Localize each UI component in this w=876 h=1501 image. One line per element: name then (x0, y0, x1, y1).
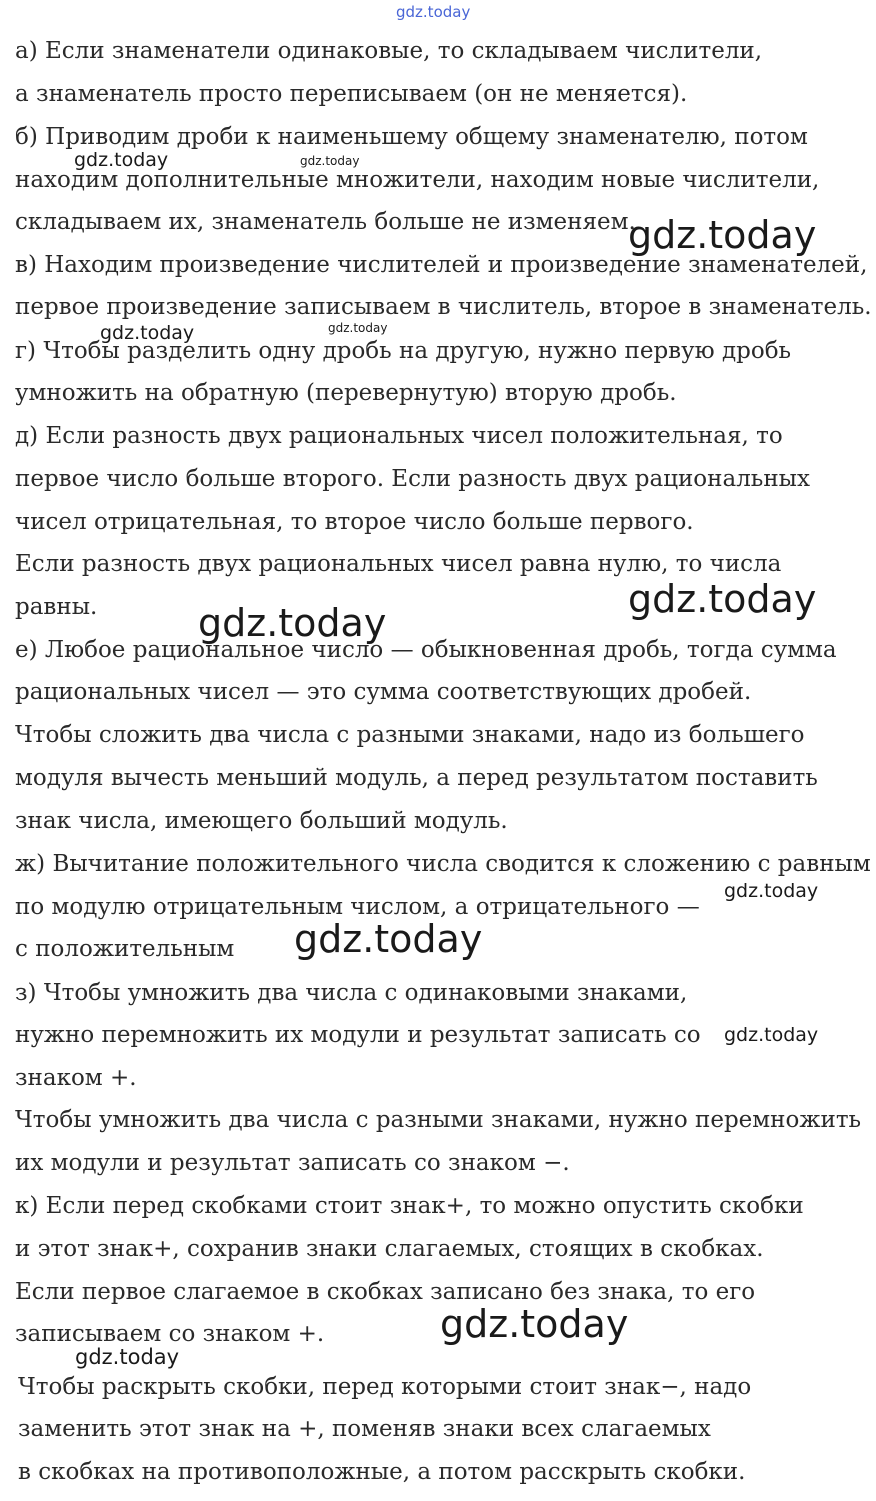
text-line: с положительным (15, 936, 235, 962)
text-line: первое число больше второго. Если разность двух рациональных (15, 466, 810, 492)
watermark: gdz.today (628, 213, 817, 257)
text-line: в скобках на противоположные, а потом расскрыть скобки. (18, 1459, 746, 1485)
text-line: рациональных чисел — это сумма соответствующих дробей. (15, 679, 752, 705)
text-line: б) Приводим дроби к наименьшему общему знаменателю, потом (15, 124, 808, 150)
watermark: gdz.today (328, 321, 388, 335)
text-line: Чтобы умножить два числа с разными знаками, нужно перемножить (15, 1107, 862, 1133)
text-line: умножить на обратную (перевернутую) вторую дробь. (15, 380, 677, 406)
text-line: равны. (15, 594, 98, 620)
text-line: ж) Вычитание положительного числа сводится к сложению с равным (15, 851, 871, 877)
watermark: gdz.today (724, 1024, 819, 1046)
text-line: по модулю отрицательным числом, а отрицательного — (15, 894, 700, 920)
text-line: Чтобы раскрыть скобки, перед которыми стоит знак−, надо (18, 1374, 752, 1400)
watermark: gdz.today (198, 601, 387, 645)
text-line: модуля вычесть меньший модуль, а перед результатом поставить (15, 765, 818, 791)
text-line: находим дополнительные множители, находим новые числители, (15, 167, 820, 193)
watermark: gdz.today (75, 1345, 180, 1369)
text-line: знаком +. (15, 1065, 137, 1091)
text-line: знак числа, имеющего больший модуль. (15, 808, 508, 834)
watermark: gdz.today (440, 1302, 629, 1346)
watermark: gdz.today (628, 577, 817, 621)
text-line: а знаменатель просто переписываем (он не меняется). (15, 81, 688, 107)
text-line: е) Любое рациональное число — обыкновенная дробь, тогда сумма (15, 637, 837, 663)
text-line: Чтобы сложить два числа с разными знаками, надо из большего (15, 722, 805, 748)
text-line: складываем их, знаменатель больше не изменяем. (15, 209, 636, 235)
watermark: gdz.today (294, 917, 483, 961)
text-line: чисел отрицательная, то второе число больше первого. (15, 509, 694, 535)
text-line: в) Находим произведение числителей и произведение знаменателей, (15, 252, 868, 278)
watermark: gdz.today (100, 322, 195, 344)
text-line: к) Если перед скобками стоит знак+, то можно опустить скобки (15, 1193, 804, 1219)
text-line: Если первое слагаемое в скобках записано без знака, то его (15, 1279, 756, 1305)
text-line: и этот знак+, сохранив знаки слагаемых, стоящих в скобках. (15, 1236, 764, 1262)
text-line: записываем со знаком +. (15, 1321, 325, 1347)
text-line: их модули и результат записать со знаком −. (15, 1150, 570, 1176)
watermark: gdz.today (724, 880, 819, 902)
text-line: а) Если знаменатели одинаковые, то складываем числители, (15, 38, 763, 64)
watermark: gdz.today (74, 149, 169, 171)
text-line: д) Если разность двух рациональных чисел положительная, то (15, 423, 783, 449)
text-line: заменить этот знак на +, поменяв знаки всех слагаемых (18, 1416, 711, 1442)
watermark: gdz.today (300, 154, 360, 168)
text-line: г) Чтобы разделить одну дробь на другую, нужно первую дробь (15, 338, 792, 364)
text-line: нужно перемножить их модули и результат записать со (15, 1022, 701, 1048)
watermark: gdz.today (396, 3, 471, 21)
text-line: первое произведение записываем в числитель, второе в знаменатель. (15, 294, 872, 320)
text-line: Если разность двух рациональных чисел равна нулю, то числа (15, 551, 782, 577)
text-line: з) Чтобы умножить два числа с одинаковыми знаками, (15, 980, 688, 1006)
